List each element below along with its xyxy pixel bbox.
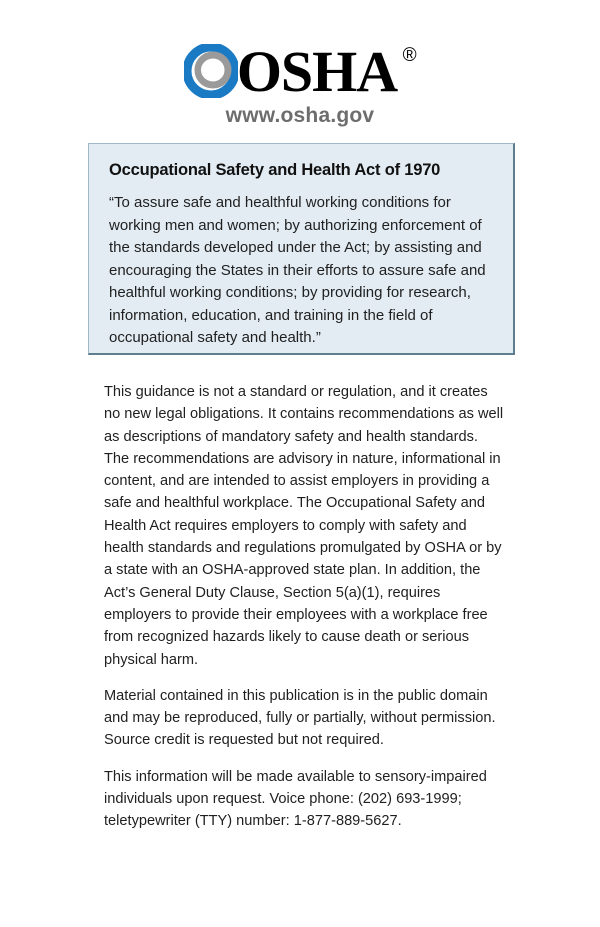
osha-logo bbox=[0, 40, 600, 128]
osha-wordmark-group bbox=[184, 40, 415, 102]
registered-trademark-icon: ® bbox=[402, 45, 417, 66]
callout-quote-text: “To assure safe and healthful working conditions for working men and women; by authorizing enforcement of the standards developed under the Act; by assisting and encouraging the States in their efforts to assure safe and healthful working conditions; by providing for research, information, education, and training in the field of occupational safety and health.” bbox=[109, 194, 486, 346]
public-domain-paragraph: Material contained in this publication is in the public domain and may be reproduced, fully or partially, without permission. Source credit is requested but not required. bbox=[104, 687, 496, 749]
osh-act-callout-box bbox=[88, 143, 515, 355]
accessibility-contact-paragraph: This information will be made available to sensory-impaired individuals upon request. Voice phone: (202) 693-1999; teletypewriter (TTY) number: 1-877-889-5627. bbox=[104, 768, 487, 830]
body-copy bbox=[104, 381, 504, 833]
callout-title: Occupational Safety and Health Act of 1970 bbox=[109, 161, 441, 179]
osha-ring-icon bbox=[184, 44, 238, 98]
disclaimer-paragraph: This guidance is not a standard or regulation, and it creates no new legal obligations. It contains recommendations as well as descriptions of mandatory safety and health standards. The recommendations are advisory in nature, informational in content, and are intended to assist employers in providing a safe and healthful workplace. The Occupational Safety and Health Act requires employers to comply with safety and health standards and regulations promulgated by OSHA or by a state with an OSHA-approved state plan. In addition, the Act’s General Duty Clause, Section 5(a)(1), requires employers to provide their employees with a workplace free from recognized hazards likely to cause death or serious physical harm. bbox=[104, 384, 504, 668]
osha-letters: OSHA bbox=[236, 38, 398, 104]
osha-website-url: www.osha.gov bbox=[225, 104, 375, 127]
